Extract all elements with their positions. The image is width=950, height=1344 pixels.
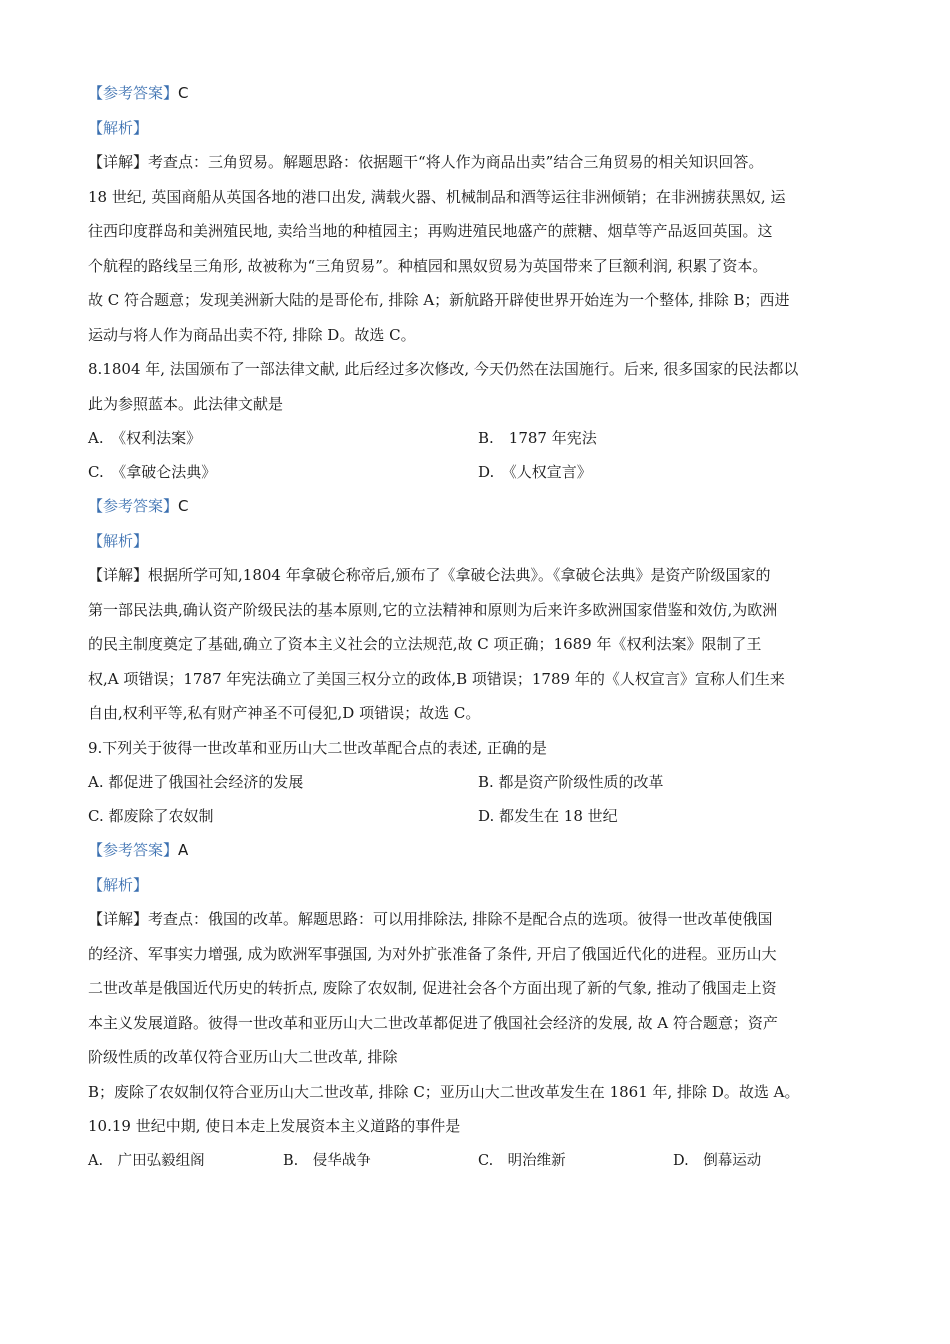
q9-option-a: A. 都促进了俄国社会经济的发展 <box>88 773 304 791</box>
q9-option-d: D. 都发生在 18 世纪 <box>478 807 618 825</box>
q8-option-a: A. 《权利法案》 <box>88 429 202 447</box>
q8-detail-line: 自由,权利平等,私有财产神圣不可侵犯,D 项错误；故选 C。 <box>88 704 481 722</box>
answer-value: C <box>178 497 189 515</box>
q9-stem: 9.下列关于彼得一世改革和亚历山大二世改革配合点的表述, 正确的是 <box>88 738 547 757</box>
q7-detail-line: 运动与将人作为商品出卖不符, 排除 D。故选 C。 <box>88 325 416 344</box>
q8-detail-line: 的民主制度奠定了基础,确立了资本主义社会的立法规范,故 C 项正确；1689 年《权利法案》限制了王 <box>88 635 762 653</box>
q7-detail-line: 往西印度群岛和美洲殖民地, 卖给当地的种植园主；再购进殖民地盛产的蔗糖、烟草等产品返回英国。这 <box>88 222 773 240</box>
answer-value: C <box>178 84 189 102</box>
q8-option-d: D. 《人权宣言》 <box>478 463 592 481</box>
document-page <box>88 76 874 1178</box>
q8-detail-line: 权,A 项错误；1787 年宪法确立了美国三权分立的政体,B 项错误；1789 年的《人权宣言》宣称人们生来 <box>88 669 785 688</box>
q9-option-b: B. 都是资产阶级性质的改革 <box>478 773 664 791</box>
detail-text: 根据所学可知,1804 年拿破仑称帝后,颁布了《拿破仑法典》。《拿破仑法典》是资产阶级国家的 <box>148 566 771 584</box>
q7-analysis-label: 【解析】 <box>88 118 149 137</box>
q10-option-d: D. 倒幕运动 <box>673 1152 762 1169</box>
q8-stem-line: 此为参照蓝本。此法律文献是 <box>88 394 284 413</box>
answer-label: 【参考答案】 <box>88 84 179 102</box>
q8-option-c: C. 《拿破仑法典》 <box>88 463 217 481</box>
q7-detail-line <box>88 145 874 180</box>
q9-option-c: C. 都废除了农奴制 <box>88 807 214 825</box>
q10-option-a: A. 广田弘毅组阁 <box>88 1152 205 1169</box>
q9-detail-line: 阶级性质的改革仅符合亚历山大二世改革, 排除 <box>88 1048 398 1066</box>
q8-options-row <box>88 421 874 455</box>
q10-option-c: C. 明治维新 <box>478 1152 566 1169</box>
q8-analysis-label: 【解析】 <box>88 531 149 550</box>
q9-detail-line: B；废除了农奴制仅符合亚历山大二世改革, 排除 C；亚历山大二世改革发生在 1861 年, 排除 D。故选 A。 <box>88 1082 800 1101</box>
detail-label: 【详解】 <box>88 153 149 171</box>
q8-detail-line: 第一部民法典,确认资产阶级民法的基本原则,它的立法精神和原则为后来许多欧洲国家借鉴和效仿,为欧洲 <box>88 600 778 619</box>
q8-options-row <box>88 455 874 489</box>
q8-detail-line <box>88 558 874 593</box>
q7-answer-line <box>88 76 874 111</box>
q9-detail-line: 的经济、军事实力增强, 成为欧洲军事强国, 为对外扩张准备了条件, 开启了俄国近代化的进程。亚历山大 <box>88 944 777 963</box>
answer-value: A <box>178 841 189 859</box>
q7-detail-line: 18 世纪, 英国商船从英国各地的港口出发, 满载火器、机械制品和酒等运往非洲倾销；在非洲掳获黑奴, 运 <box>88 187 786 206</box>
q8-stem-line: 8.1804 年, 法国颁布了一部法律文献, 此后经过多次修改, 今天仍然在法国施行。后来, 很多国家的民法都以 <box>88 360 799 378</box>
detail-text: 考查点：三角贸易。解题思路：依据题干“将人作为商品出卖”结合三角贸易的相关知识回答。 <box>148 153 764 171</box>
q9-detail-line: 本主义发展道路。彼得一世改革和亚历山大二世改革都促进了俄国社会经济的发展, 故 A 符合题意；资产 <box>88 1013 778 1032</box>
q10-option-b: B. 侵华战争 <box>283 1152 371 1169</box>
q9-analysis-label: 【解析】 <box>88 875 149 894</box>
detail-label: 【详解】 <box>88 910 149 928</box>
answer-label: 【参考答案】 <box>88 497 179 515</box>
detail-text: 考查点：俄国的改革。解题思路：可以用排除法, 排除不是配合点的选项。彼得一世改革使俄国 <box>148 910 773 928</box>
q8-option-b: B. 1787 年宪法 <box>478 429 597 447</box>
q7-detail-line: 故 C 符合题意；发现美洲新大陆的是哥伦布, 排除 A；新航路开辟使世界开始连为一个整体, 排除 B；西进 <box>88 291 790 309</box>
q9-answer-line <box>88 833 874 868</box>
q10-options-row <box>88 1144 874 1178</box>
q9-detail-line <box>88 902 874 937</box>
q9-options-row <box>88 765 874 799</box>
q7-detail-line: 个航程的路线呈三角形, 故被称为“三角贸易”。种植园和黑奴贸易为英国带来了巨额利润, 积累了资本。 <box>88 256 768 275</box>
q10-stem: 10.19 世纪中期, 使日本走上发展资本主义道路的事件是 <box>88 1117 461 1135</box>
q8-answer-line <box>88 489 874 524</box>
q9-detail-line: 二世改革是俄国近代历史的转折点, 废除了农奴制, 促进社会各个方面出现了新的气象, 推动了俄国走上资 <box>88 979 777 997</box>
detail-label: 【详解】 <box>88 566 149 584</box>
q9-options-row <box>88 799 874 833</box>
answer-label: 【参考答案】 <box>88 841 179 859</box>
